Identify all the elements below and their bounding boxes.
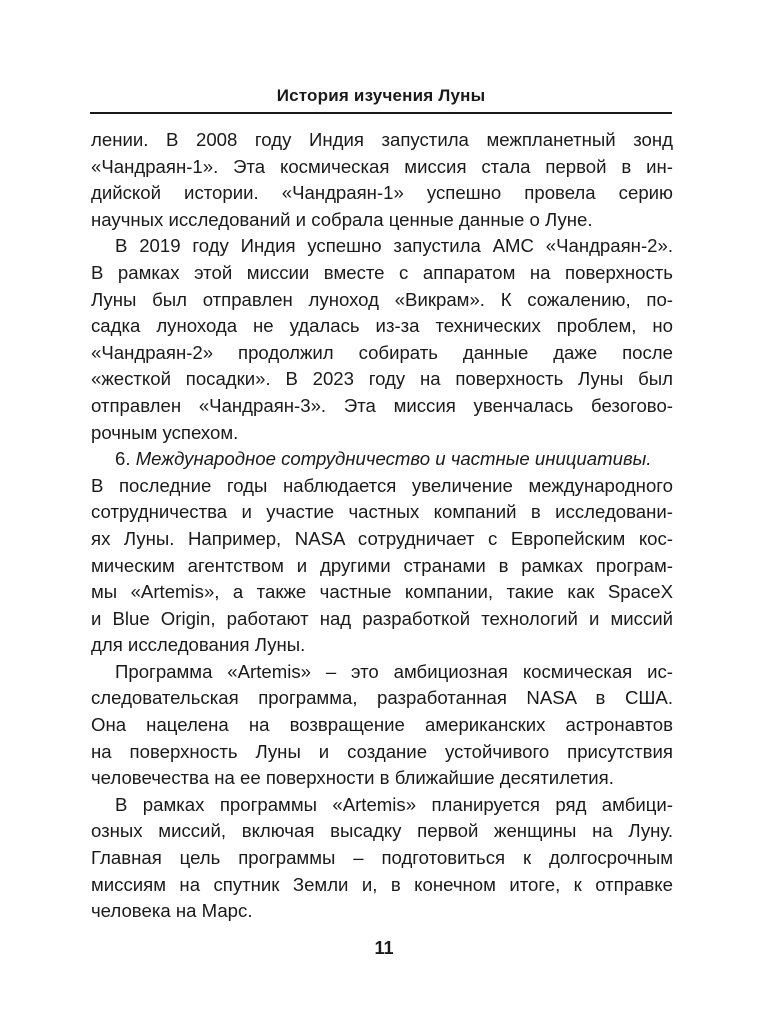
- text-line: рочным успехом.: [91, 421, 239, 443]
- text-line: сотрудничества и участие частных компаний в исследовани-: [91, 501, 673, 523]
- text-line: В рамках программы «Artemis» планируется ряд амбици-: [115, 793, 673, 815]
- text-line: Главная цель программы – подготовиться к долгосрочным: [91, 847, 673, 869]
- text-line: лении. В 2008 году Индия запустила межпланетный зонд: [91, 129, 673, 150]
- body-text: [91, 127, 673, 925]
- text-line: В 2019 году Индия успешно запустила АМС «Чандраян-2».: [115, 235, 673, 257]
- text-line: «Чандраян-1». Эта космическая миссия стала первой в ин-: [91, 155, 673, 177]
- running-header: [90, 84, 672, 114]
- text-line: мическим агентством и другими странами в рамках програм-: [91, 554, 673, 576]
- text-line: научных исследований и собрала ценные данные о Луне.: [91, 208, 593, 230]
- section-number: 6.: [115, 448, 136, 470]
- text-line: и Blue Origin, работают над разработкой технологий и миссий: [91, 607, 673, 629]
- text-line: В рамках этой миссии вместе с аппаратом на поверхность: [91, 261, 673, 283]
- text-line: «жесткой посадки». В 2023 году на поверхность Луны был: [91, 368, 673, 390]
- text-line: садка лунохода не удалась из-за технических проблем, но: [91, 315, 673, 337]
- text-line: дийской истории. «Чандраян-1» успешно провела серию: [91, 182, 673, 204]
- text-line: В последние годы наблюдается увеличение международного: [91, 474, 673, 496]
- text-line: Программа «Artemis» – это амбициозная космическая ис-: [115, 660, 673, 682]
- text-line: озных миссий, включая высадку первой женщины на Луну.: [91, 820, 673, 842]
- text-line: человечества на ее поверхности в ближайшие десятилетия.: [91, 767, 614, 789]
- text-line: Она нацелена на возвращение американских астронавтов: [91, 714, 673, 736]
- text-line: «Чандраян-2» продолжил собирать данные даже после: [91, 341, 673, 363]
- section-heading: Международное сотрудничество и частные инициативы.: [135, 448, 652, 470]
- text-line: Луны был отправлен луноход «Викрам». К сожалению, по-: [91, 288, 673, 310]
- text-line: человека на Марс.: [91, 900, 253, 922]
- section-heading-line: [91, 446, 673, 473]
- text-line: миссиям на спутник Земли и, в конечном итоге, к отправке: [91, 873, 673, 895]
- text-line: ях Луны. Например, NASA сотрудничает с Европейским кос-: [91, 527, 673, 549]
- text-line: для исследования Луны.: [91, 634, 306, 656]
- text-line: мы «Artemis», а также частные компании, такие как SpaceX: [91, 581, 673, 603]
- running-header-title: История изучения Луны: [276, 86, 486, 105]
- text-line: следовательская программа, разработанная NASA в США.: [91, 687, 673, 709]
- text-line: отправлен «Чандраян-3». Эта миссия увенчалась безогово-: [91, 394, 673, 416]
- page-number: 11: [374, 938, 394, 958]
- text-line: на поверхность Луны и создание устойчивого присутствия: [91, 740, 673, 762]
